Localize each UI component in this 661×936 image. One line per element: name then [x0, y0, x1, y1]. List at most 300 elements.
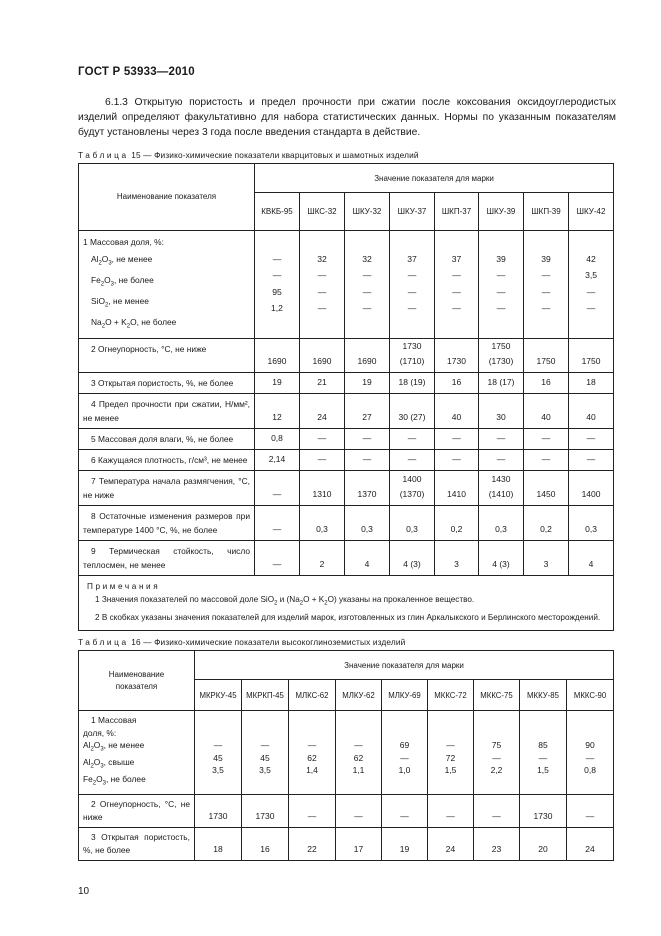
chem-part: 3: [100, 746, 104, 753]
table16-row1-cell: [567, 711, 614, 795]
spacer: [345, 234, 389, 251]
table15-notes-row: [79, 576, 614, 631]
table15-cell: [255, 450, 300, 471]
table16-col-header: МКРКП-45: [242, 680, 289, 711]
table-row: [79, 471, 614, 506]
table15-cell: [255, 506, 300, 541]
cell-value: 0,8: [271, 433, 283, 444]
cell-value: 0,3: [316, 524, 328, 535]
table15-cell: [569, 541, 614, 576]
table16-caption: [78, 637, 405, 647]
table15-cell: [479, 506, 524, 541]
cell-value: 42: [586, 253, 596, 264]
spacer: [242, 714, 288, 727]
spacer: [289, 714, 335, 727]
chem-part: 2: [104, 302, 109, 309]
table16-cell: [474, 794, 520, 827]
table15-group-header: Значение показателя для марки: [255, 164, 614, 193]
cell-value: 37: [451, 253, 462, 264]
table15-row-label: 5 Массовая доля влаги, %, не более: [79, 429, 255, 450]
table16-group-header: Значение показателя для марки: [195, 651, 614, 680]
page-header-title: ГОСТ Р 53933—2010: [78, 66, 195, 78]
cell-value: —: [496, 286, 506, 297]
cell-value: 1450: [536, 489, 556, 500]
cell-value: —: [452, 286, 461, 297]
cell-value: —: [496, 433, 506, 444]
table15-cell: [524, 471, 569, 506]
chem-part: , не более: [105, 774, 146, 785]
note-1-part: и (Na: [277, 595, 300, 605]
cell-value: —: [362, 454, 372, 465]
spacer: [474, 714, 519, 727]
cell-value: —: [452, 270, 461, 280]
cell-value: —: [541, 303, 551, 313]
chem-part: O: [104, 274, 111, 285]
table-row: [79, 506, 614, 541]
table-row: [79, 827, 614, 860]
cell-value: —: [541, 286, 551, 297]
cell-value: 1,5: [444, 765, 457, 775]
cell-value: —: [586, 454, 596, 465]
table15-cell: [524, 373, 569, 394]
chem-part: , не более: [113, 274, 154, 285]
cell-value: 1750: [536, 356, 556, 367]
cell-value: 1690: [312, 356, 332, 367]
table16-cell: [567, 794, 614, 827]
cell-value: 62: [353, 752, 364, 763]
cell-value: 32: [362, 253, 372, 264]
table15-cell: [524, 394, 569, 429]
chem-part: , не менее: [103, 740, 145, 750]
chem-part: SiO: [91, 295, 105, 306]
table15-col-header: ШКП-37: [435, 193, 479, 231]
cell-value: —: [213, 740, 223, 750]
cell-value: 1750 (1730): [488, 341, 514, 367]
table16-row1-cell: [520, 711, 567, 795]
table15-cell: [435, 429, 479, 450]
table15-cell: [479, 450, 524, 471]
table15-row-label: 3 Открытая пористость, %, не более: [79, 373, 255, 394]
spacer: [520, 714, 566, 727]
spacer: [336, 714, 381, 727]
cell-value: 3,5: [585, 270, 598, 280]
chem-part: O + K: [105, 317, 127, 328]
row-title: 1 Массовая доля, %:: [83, 237, 164, 247]
row-title: 1 Массовая: [91, 715, 137, 725]
cell-value: 1400 (1370): [399, 474, 425, 500]
chem-part: 2: [90, 763, 94, 770]
spacer: [520, 727, 566, 740]
cell-value: 19: [272, 377, 282, 388]
table16-row-label: 3 Открытая пористость, %, не более: [79, 827, 195, 860]
spacer: [382, 714, 427, 727]
table15-cell: [390, 471, 435, 506]
table15-cell: [569, 429, 614, 450]
cell-value: —: [407, 433, 417, 444]
cell-value: —: [354, 740, 363, 750]
table16-col-header: МЛКУ-62: [336, 680, 382, 711]
cell-value: 1,1: [352, 765, 365, 775]
spacer: [195, 727, 241, 740]
cell-value: 4 (3): [403, 559, 421, 570]
cell-value: 3,5: [212, 765, 224, 775]
table15-cell: [435, 373, 479, 394]
cell-value: —: [362, 270, 372, 280]
cell-value: —: [272, 270, 282, 280]
table15-cell: [479, 394, 524, 429]
table15-caption-text: 15 — Физико-химические показатели кварцитовых и шамотных изделий: [131, 150, 419, 160]
cell-value: 72: [445, 752, 456, 763]
table15-row1-cell: [255, 231, 300, 339]
table16-row1-cell: [428, 711, 474, 795]
cell-value: 16: [541, 377, 551, 388]
table15-cell: [479, 541, 524, 576]
table15-row-label: 4 Предел прочности при сжатии, Н/мм², не менее: [79, 394, 255, 429]
cell-value: 2: [319, 559, 325, 570]
table15-cell: [524, 541, 569, 576]
chem-part: 2: [98, 260, 102, 267]
cell-value: 1690: [357, 356, 377, 367]
cell-value: 45: [213, 752, 223, 763]
table16-cell: [289, 827, 336, 860]
cell-value: 40: [541, 412, 551, 423]
table15-cell: [300, 429, 345, 450]
table16-row1-cell: [195, 711, 242, 795]
table16-cell: [195, 794, 242, 827]
cell-value: —: [407, 270, 417, 280]
table16-cell: [520, 794, 567, 827]
table15-cell: [345, 394, 390, 429]
table15-cell: [390, 429, 435, 450]
cell-value: 20: [538, 843, 548, 854]
cell-value: 19: [362, 377, 372, 388]
cell-value: —: [307, 810, 317, 821]
cell-value: —: [307, 740, 317, 750]
table16-cell: [474, 827, 520, 860]
chem-part: O, не более: [130, 317, 177, 328]
chem-part: Al: [83, 757, 91, 768]
chem-part: , не менее: [111, 253, 153, 264]
table15-caption: [78, 150, 419, 160]
cell-value: 40: [451, 412, 462, 423]
cell-value: —: [317, 303, 327, 313]
spacer: [428, 727, 473, 740]
table16-cell: [336, 794, 382, 827]
table-row: [79, 450, 614, 471]
chem-part: , свыше: [103, 757, 135, 768]
table15-col-header: ШКП-39: [524, 193, 569, 231]
note-1-part: O + K: [303, 595, 325, 605]
table16-col-header: МЛКС-62: [289, 680, 336, 711]
chem-part: Fe: [91, 274, 101, 285]
spacer: [390, 234, 434, 251]
table15-cell: [435, 450, 479, 471]
table15-col-header: ШКУ-37: [390, 193, 435, 231]
cell-value: 27: [362, 412, 372, 423]
table16-col-header: МЛКУ-69: [382, 680, 428, 711]
table15-cell: [569, 373, 614, 394]
cell-value: 32: [317, 253, 327, 264]
cell-value: —: [492, 810, 501, 821]
cell-value: 16: [260, 843, 270, 854]
cell-value: —: [586, 433, 596, 444]
table16-row1-label: [79, 711, 195, 795]
cell-value: 90: [585, 740, 595, 750]
cell-value: —: [452, 433, 461, 444]
note-2: 2 В скобках указаны значения показателей для изделий марок, изготовленных из глин Аркалыкского и Берлинского месторождений.: [95, 612, 601, 622]
table15-cell: [479, 339, 524, 373]
cell-value: —: [446, 810, 455, 821]
table15-row-label: 9 Термическая стойкость, число теплосмен, не менее: [79, 541, 255, 576]
cell-value: —: [272, 253, 282, 264]
table15-row1-cell: [390, 231, 435, 339]
cell-value: —: [541, 433, 551, 444]
cell-value: 0,8: [584, 765, 596, 775]
table15-name-header: Наименование показателя: [79, 164, 255, 231]
spacer: [567, 727, 613, 740]
table15-notes: [79, 576, 614, 631]
table-15: [78, 163, 614, 631]
cell-value: 69: [399, 740, 410, 750]
cell-value: —: [362, 433, 372, 444]
chem-part: 2: [90, 746, 94, 753]
table15-cell: [255, 541, 300, 576]
spacer: [255, 234, 299, 251]
table15-cell: [255, 339, 300, 373]
cell-value: —: [272, 559, 282, 570]
table15-row-label: 6 Кажущаяся плотность, г/см³, не менее: [79, 450, 255, 471]
cell-value: —: [317, 454, 327, 465]
cell-value: —: [407, 286, 417, 297]
table15-row1-cell: [479, 231, 524, 339]
cell-value: 4: [588, 559, 594, 570]
cell-value: 1730 (1710): [399, 341, 425, 367]
table-16: [78, 650, 614, 861]
table15-cell: [300, 506, 345, 541]
cell-value: 1410: [447, 489, 466, 500]
cell-value: —: [317, 286, 327, 297]
table16-col-header: МККС-75: [474, 680, 520, 711]
cell-value: 0,3: [495, 524, 507, 535]
cell-value: 39: [496, 253, 506, 264]
cell-value: —: [496, 270, 506, 280]
cell-value: —: [407, 454, 417, 465]
chem-label: [83, 293, 250, 314]
cell-value: 0,3: [361, 524, 373, 535]
cell-value: 1,0: [398, 765, 411, 775]
cell-value: 1690: [267, 356, 287, 367]
table15-cell: [524, 506, 569, 541]
table15-cell: [390, 373, 435, 394]
cell-value: 75: [491, 740, 502, 750]
table16-caption-word: Таблица: [78, 637, 129, 647]
table15-cell: [300, 373, 345, 394]
cell-value: 18 (19): [398, 377, 426, 388]
table15-cell: [435, 339, 479, 373]
spacer: [474, 727, 519, 740]
table15-caption-word: Таблица: [78, 150, 129, 160]
cell-value: —: [260, 740, 270, 750]
table-row: [79, 429, 614, 450]
cell-value: 0,3: [585, 524, 597, 535]
table15-cell: [345, 506, 390, 541]
chem-part: Fe: [83, 774, 93, 785]
chem-part: 2: [100, 281, 105, 288]
cell-value: 18 (17): [487, 377, 515, 388]
table15-row1-label: [79, 231, 255, 339]
row-title-cont: доля, %:: [83, 727, 117, 738]
chem-part: O: [93, 757, 101, 768]
table-row: [79, 394, 614, 429]
cell-value: —: [400, 752, 409, 763]
table15-cell: [390, 394, 435, 429]
cell-value: —: [362, 286, 372, 297]
table15-cell: [255, 471, 300, 506]
table16-row-label: 2 Огнеупорность, °С, не ниже: [79, 794, 195, 827]
cell-value: 4: [364, 559, 370, 570]
cell-value: —: [585, 752, 595, 763]
table16-cell: [289, 794, 336, 827]
spacer: [300, 234, 344, 251]
table-row: [79, 373, 614, 394]
chem-label: [83, 773, 190, 790]
table15-row1-cell: [345, 231, 390, 339]
table16-col-header: МККС-72: [428, 680, 474, 711]
table16-row1-cell: [474, 711, 520, 795]
spacer: [195, 714, 241, 727]
spacer: [289, 727, 335, 740]
table15-col-header: КВКБ-95: [255, 193, 300, 231]
chem-part: 3: [108, 260, 112, 267]
cell-value: 1730: [447, 356, 466, 367]
cell-value: 0,3: [406, 524, 418, 535]
table16-row1-cell: [242, 711, 289, 795]
spacer: [382, 727, 427, 740]
chem-part: 2: [101, 323, 106, 330]
cell-value: —: [317, 433, 327, 444]
table15-col-header: ШКУ-32: [345, 193, 390, 231]
cell-value: 1750: [581, 356, 601, 367]
table15-cell: [345, 471, 390, 506]
cell-value: 1,5: [537, 765, 549, 775]
cell-value: —: [586, 303, 596, 313]
cell-value: —: [541, 454, 551, 465]
table15-cell: [569, 394, 614, 429]
cell-value: 85: [538, 740, 548, 750]
cell-value: 16: [451, 377, 462, 388]
cell-value: 22: [307, 843, 317, 854]
table15-cell: [345, 339, 390, 373]
table15-cell: [569, 450, 614, 471]
table15-row-label: 8 Остаточные изменения размеров при температуре 1400 °С, %, не более: [79, 506, 255, 541]
table16-caption-text: 16 — Физико-химические показатели высокоглиноземистых изделий: [131, 637, 406, 647]
table15-cell: [524, 429, 569, 450]
table15-cell: [479, 373, 524, 394]
cell-value: —: [538, 752, 548, 763]
chem-part: O: [93, 740, 101, 750]
cell-value: 1400: [581, 489, 601, 500]
table15-cell: [569, 339, 614, 373]
table16-row1-cell: [336, 711, 382, 795]
cell-value: —: [585, 810, 595, 821]
table15-row-label: 2 Огнеупорность, °С, не ниже: [79, 339, 255, 373]
cell-value: 24: [317, 412, 327, 423]
table16-cell: [336, 827, 382, 860]
cell-value: 1,4: [306, 765, 318, 775]
cell-value: 95: [272, 286, 282, 297]
cell-value: 0,2: [450, 524, 463, 535]
table15-col-header: ШКУ-42: [569, 193, 614, 231]
table16-cell: [428, 794, 474, 827]
page-number: 10: [78, 886, 90, 897]
chem-label: [83, 272, 250, 293]
table15-cell: [390, 506, 435, 541]
cell-value: —: [272, 524, 282, 535]
cell-value: 4 (3): [492, 559, 510, 570]
table16-cell: [382, 794, 428, 827]
table15-cell: [390, 339, 435, 373]
table15-cell: [255, 373, 300, 394]
cell-value: —: [452, 303, 461, 313]
table15-cell: [345, 373, 390, 394]
chem-label: [83, 739, 190, 756]
cell-value: —: [317, 270, 327, 280]
table15-col-header: ШКУ-39: [479, 193, 524, 231]
note-1-part: 1 Значения показателей по массовой доле SiO: [95, 595, 275, 605]
table15-cell: [300, 339, 345, 373]
table16-row1-cell: [382, 711, 428, 795]
cell-value: 18: [586, 377, 596, 388]
table15-row-label: 7 Температура начала размягчения, °С, не ниже: [79, 471, 255, 506]
table15-row1-cell: [435, 231, 479, 339]
cell-value: 1,2: [271, 303, 283, 313]
cell-value: 19: [399, 843, 410, 854]
chem-label: [83, 756, 190, 773]
table16-cell: [195, 827, 242, 860]
chem-part: 3: [102, 781, 106, 788]
table-row: [79, 339, 614, 373]
table16-row1-cell: [289, 711, 336, 795]
chem-label: [83, 314, 250, 335]
table16-col-header: МКРКУ-45: [195, 680, 242, 711]
note-1-part: O) указаны на прокаленное вещество.: [327, 595, 475, 605]
cell-value: —: [354, 810, 363, 821]
table-row: [79, 794, 614, 827]
cell-value: 23: [491, 843, 502, 854]
cell-value: 3,5: [259, 765, 271, 775]
table15-cell: [435, 506, 479, 541]
cell-value: —: [272, 489, 282, 500]
table16-name-header: Наименование показателя: [79, 651, 195, 711]
spacer: [435, 234, 478, 251]
spacer: [479, 234, 523, 251]
table16-cell: [242, 827, 289, 860]
note-1-part: 2: [274, 600, 278, 607]
cell-value: 30: [496, 412, 506, 423]
table16-cell: [520, 827, 567, 860]
table-row: [79, 541, 614, 576]
chem-part: 3: [110, 281, 114, 288]
notes-title: Примечания: [87, 582, 161, 592]
chem-label: [83, 251, 250, 272]
cell-value: 17: [353, 843, 364, 854]
chem-part: O: [101, 253, 109, 264]
cell-value: —: [492, 752, 501, 763]
table15-row1-cell: [300, 231, 345, 339]
cell-value: 62: [307, 752, 317, 763]
table15-cell: [300, 450, 345, 471]
chem-part: Al: [83, 740, 91, 750]
